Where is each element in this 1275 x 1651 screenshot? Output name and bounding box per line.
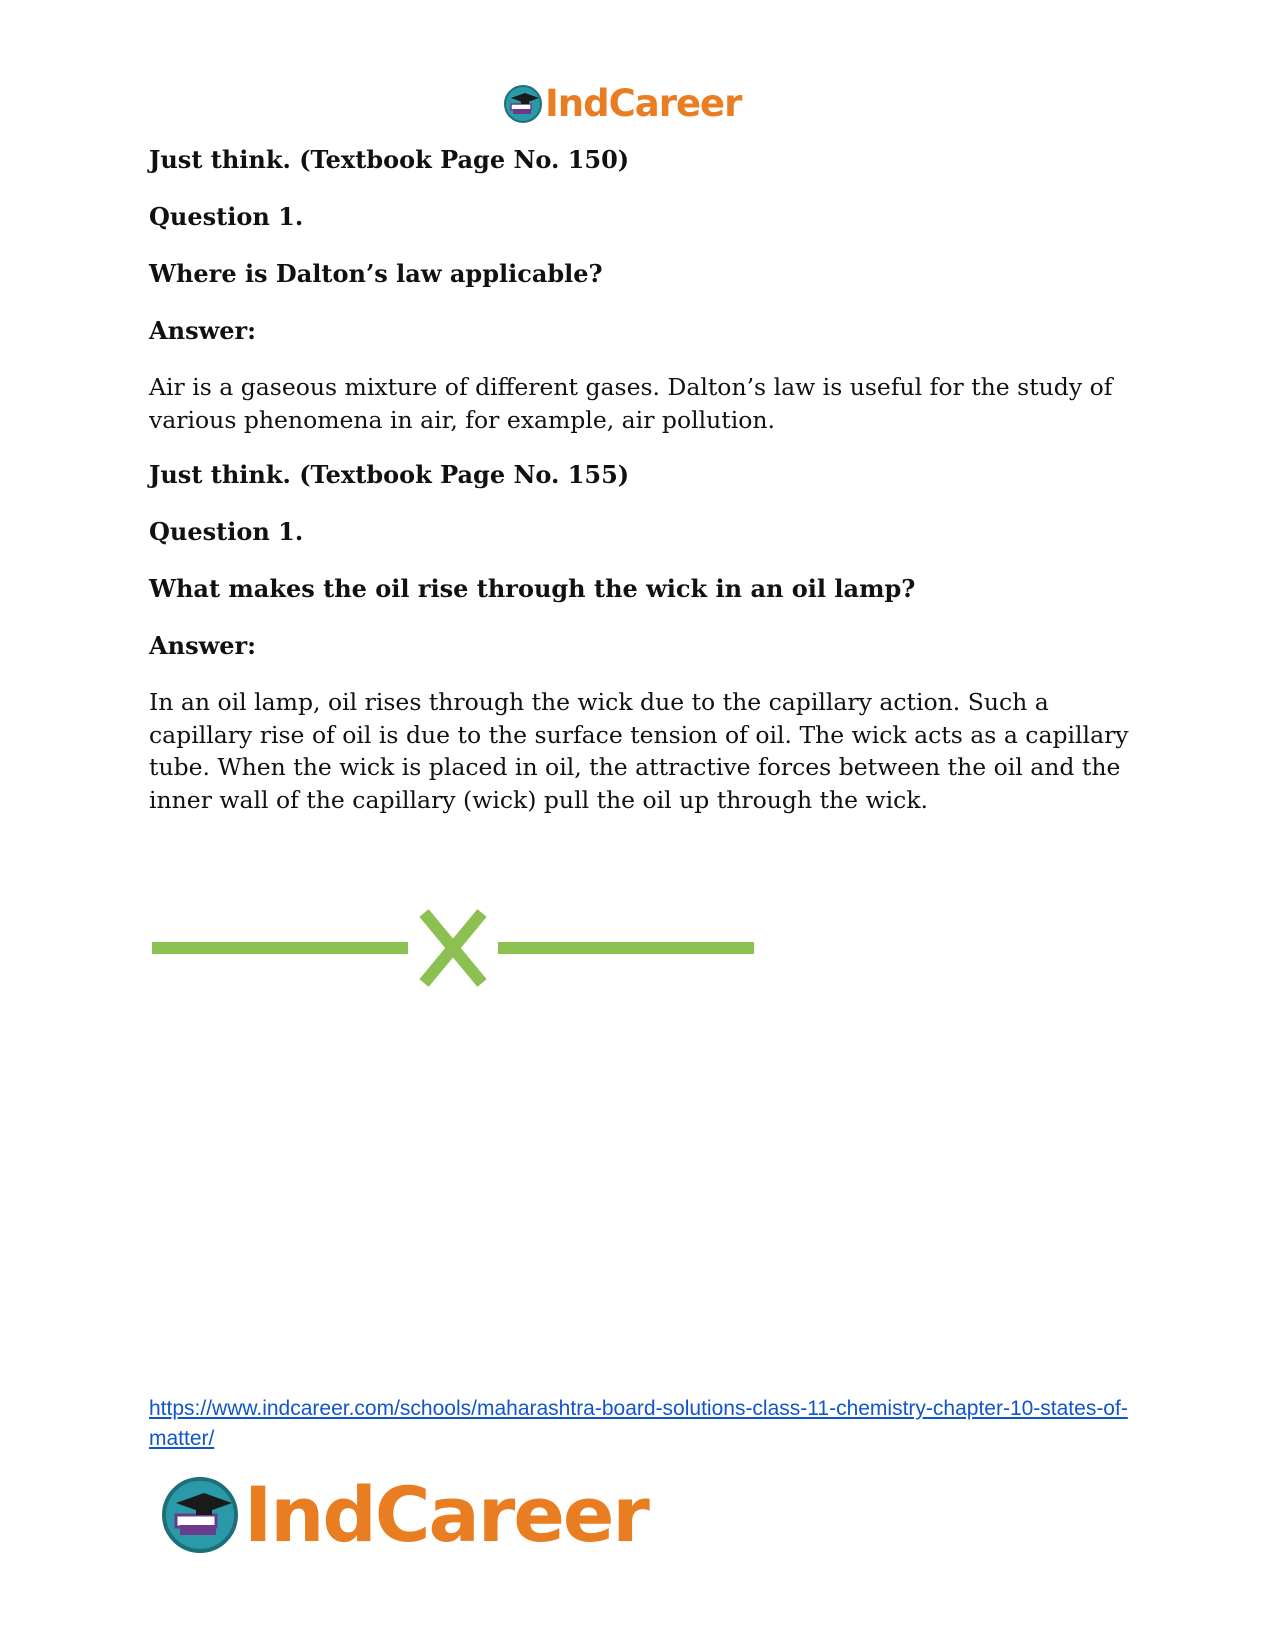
brand-name: IndCareer (244, 1470, 648, 1559)
footer-logo (160, 1470, 648, 1560)
graduation-globe-icon (503, 84, 543, 124)
answer-text: In an oil lamp, oil rises through the wick due to the capillary action. Such a capillary rise of oil is due to the surface tension of oil. The wick acts as a capillary tube. When the wick is placed in oil, the attractive forces between the oil and the inner wall of the capillary (wick) pull the oil up through the wick. (149, 688, 1129, 814)
section-heading: Just think. (Textbook Page No. 155) (149, 460, 630, 489)
main-content (149, 143, 1129, 838)
source-link[interactable]: https://www.indcareer.com/schools/maharashtra-board-solutions-class-11-chemistry-chapter-10-states-of-matter/ (149, 1397, 1128, 1450)
header-logo (503, 80, 741, 128)
question-label: Question 1. (149, 517, 304, 546)
answer-text: Air is a gaseous mixture of different gases. Dalton’s law is useful for the study of various phenomena in air, for example, air pollution. (149, 373, 1113, 434)
graduation-globe-icon (160, 1475, 240, 1555)
cross-divider-icon (152, 908, 754, 988)
section-heading: Just think. (Textbook Page No. 150) (149, 145, 630, 174)
answer-label: Answer: (149, 631, 257, 660)
brand-name: IndCareer (545, 82, 742, 125)
question-text: What makes the oil rise through the wick in an oil lamp? (149, 574, 916, 603)
question-text: Where is Dalton’s law applicable? (149, 259, 603, 288)
answer-label: Answer: (149, 316, 257, 345)
question-label: Question 1. (149, 202, 304, 231)
